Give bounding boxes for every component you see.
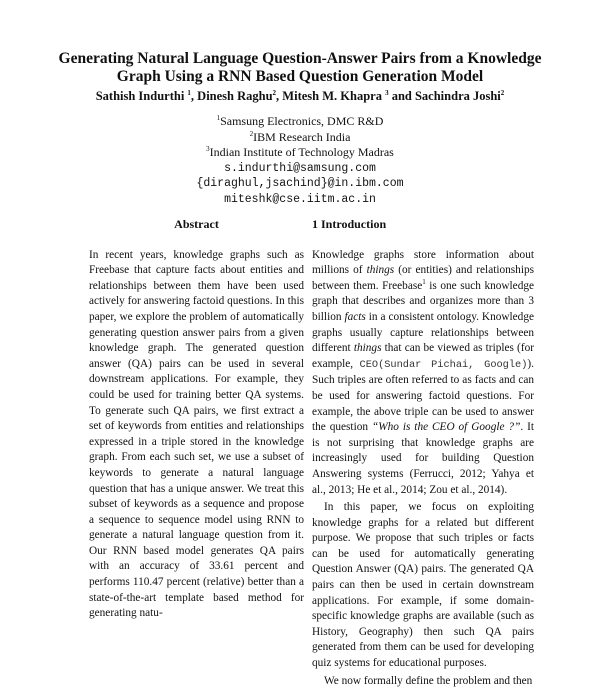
affiliation-mark: 2 [249,129,254,138]
abstract-column [89,217,304,622]
text-run: (or entities) and relationships between them. Freebase [312,264,535,292]
paper-title-line2: Graph Using a RNN Based Question Generation Model [116,68,484,85]
text-run: Knowledge graphs store information about millions of [312,248,534,277]
affiliation-mark: 3 [385,88,389,97]
introduction-heading: 1 Introduction [312,217,387,231]
emphasis-text: things [366,264,395,277]
affiliation-mark: 1 [216,114,221,122]
introduction-paragraph-2: In this paper, we focus on exploiting knowledge graphs for a related but different purpose. We propose that such triples or facts can be used for automatically generating Question Answer (QA) pairs. The generated QA pairs can then be used in certain downstream applications. For example, if some domain-specific knowledge graphs are available (such as History, Geography) then such QA pairs generated from them can be used for developing quiz systems for educational purposes. [312,501,534,670]
introduction-paragraph-3: We now formally define the problem and then [324,674,533,687]
paper-title [40,50,560,86]
text-run: in a consistent ontology. Knowledge graphs usually capture relationships between different [312,310,534,355]
abstract-heading: Abstract [174,217,219,231]
text-run: is one such knowledge graph that describes and organizes more than 3 billion [312,279,535,323]
email-address: miteshk@cse.iitm.ac.in [224,192,376,206]
affiliation-name: Indian Institute of Technology Madras [209,145,394,159]
affiliation-mark: 1 [187,88,191,97]
abstract-text: In recent years, knowledge graphs such as Freebase that capture facts about entities and relationships between them have been used actively for answering factoid questions. In this paper, we explore the problem of automatically generating question answer pairs from a given knowledge graph. The generated question answer (QA) pairs can be used in several downstream applications. For example, they could be used for training better QA systems. To generate such QA pairs, we first extract a set of keywords from entities and relationships expressed in a triple stored in the knowledge graph. From each such set, we use a subset of keywords to generate a natural language question that has a unique answer. We treat this subset of keywords as a sequence and propose a sequence to sequence model using RNN to generate a natural language question from it. Our RNN based model generates QA pairs with an accuracy of 33.61 percent and performs 110.47 percent (relative) better than a state-of-the-art template based method for generating natu- [89,248,304,620]
footnote-mark: 1 [422,278,426,287]
affiliation-name: IBM Research India [253,129,351,144]
paper-title-line1: Generating Natural Language Question-Answer Pairs from a Knowledge [58,50,542,67]
author-list: Sathish Indurthi $^1$, Dinesh Raghu$^2$, Mitesh M. Khapra $^3$ and Sachindra Joshi$^2$ [95,88,505,103]
affiliation-line [100,145,500,161]
introduction-column [312,217,534,689]
author-name: Dinesh Raghu [197,89,273,103]
affiliation-mark: 2 [500,88,505,97]
emphasis-text: facts [344,310,366,323]
emphasis-text: things [353,342,382,355]
email-address: {diraghul,jsachind}@in.ibm.com [196,177,404,190]
affiliations-block [100,114,500,207]
introduction-paragraph-1 [312,248,534,499]
author-name: Sachindra Joshi [414,89,501,103]
author-name: Sathish Indurthi [95,89,185,103]
text-run: ). Such triples are often referred to as facts and can be used for answering factoid questions. For example, the above triple can be used to answer the question [312,357,534,434]
triple-example: CEO(Sundar Pichai, Google) [359,358,528,371]
affiliation-name: Samsung Electronics, DMC R&D [220,114,384,128]
affiliation-mark: 2 [272,88,277,97]
affiliation-mark: 3 [206,145,210,153]
affiliation-line [100,130,500,146]
affiliation-line [100,114,500,130]
email-address: s.indurthi@samsung.com [224,161,376,175]
example-question: “Who is the CEO of Google ?” [371,421,521,434]
text-run: that can be viewed as triples (for example, [312,342,534,370]
author-name: Mitesh M. Khapra [282,89,382,103]
text-run: . It is not surprising that knowledge graphs are increasingly used for building Question Answering systems (Ferrucci, 2012; Yahya et al., 2013; He et al., 2014; Zou et al., 2014). [312,421,535,496]
